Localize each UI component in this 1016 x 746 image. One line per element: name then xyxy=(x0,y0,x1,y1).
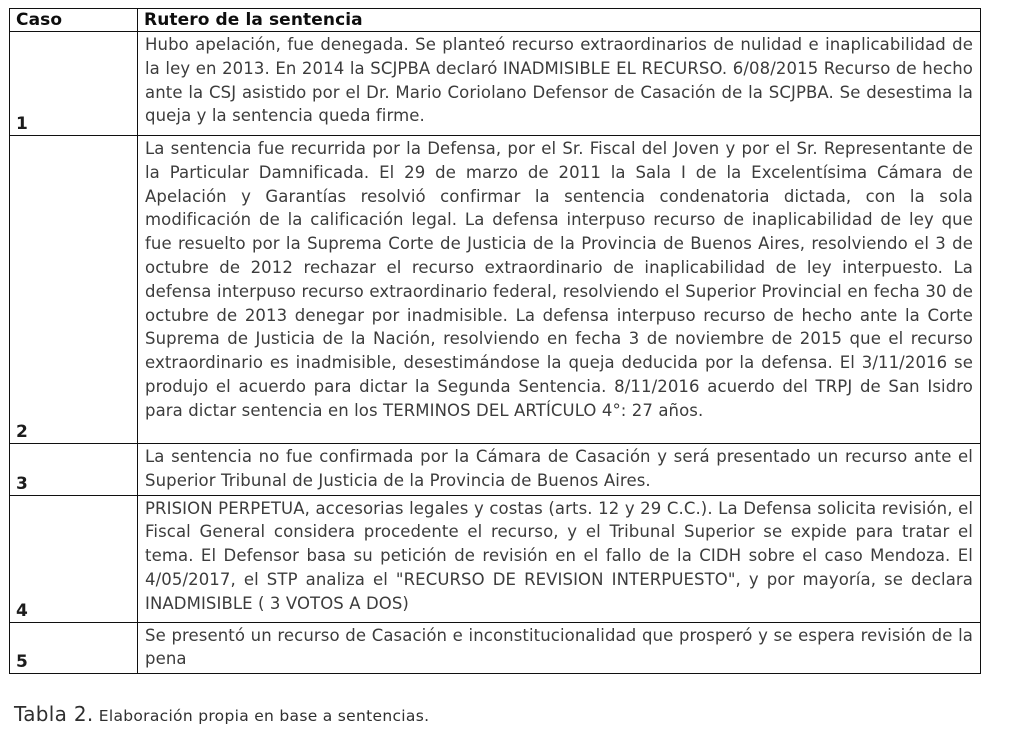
caso-number: 2 xyxy=(10,136,138,444)
caso-number: 4 xyxy=(10,495,138,622)
table-caption xyxy=(14,702,1016,726)
caption-label: Tabla 2. xyxy=(14,702,94,727)
sentencias-table xyxy=(9,8,981,674)
rutero-text: PRISION PERPETUA, accesorias legales y costas (arts. 12 y 29 C.C.). La Defensa solicita revisión, el Fiscal General considera procedente el recurso, y el Tribunal Superior se expide para tratar el tema. El Defensor basa su petición de revisión en el fallo de la CIDH sobre el caso Mendoza. El 4/05/2017, el STP analiza el "RECURSO DE REVISION INTERPUESTO", y por mayoría, se declara INADMISIBLE ( 3 VOTOS A DOS) xyxy=(138,495,981,622)
rutero-text: Hubo apelación, fue denegada. Se planteó recurso extraordinarios de nulidad e inaplicabilidad de la ley en 2013. En 2014 la SCJPBA declaró INADMISIBLE EL RECURSO. 6/08/2015 Recurso de hecho ante la CSJ asistido por el Dr. Mario Coriolano Defensor de Casación de la SCJPBA. Se desestima la queja y la sentencia queda firme. xyxy=(138,32,981,136)
table-row xyxy=(10,444,981,496)
rutero-text: Se presentó un recurso de Casación e inconstitucionalidad que prosperó y se espera revisión de la pena xyxy=(138,622,981,674)
caso-number: 5 xyxy=(10,622,138,674)
table-row xyxy=(10,136,981,444)
table-row xyxy=(10,495,981,622)
rutero-text: La sentencia no fue confirmada por la Cámara de Casación y será presentado un recurso ante el Superior Tribunal de Justicia de la Provincia de Buenos Aires. xyxy=(138,444,981,496)
caso-number: 3 xyxy=(10,444,138,496)
table-header-row xyxy=(10,9,981,32)
header-caso: Caso xyxy=(10,9,138,32)
caso-number: 1 xyxy=(10,32,138,136)
rutero-text: La sentencia fue recurrida por la Defensa, por el Sr. Fiscal del Joven y por el Sr. Representante de la Particular Damnificada. El 29 de marzo de 2011 la Sala I de la Excelentísima Cámara de Apelación y Garantías resolvió confirmar la sentencia condenatoria dictada, con la sola modificación de la calificación legal. La defensa interpuso recurso de inaplicabilidad de ley que fue resuelto por la Suprema Corte de Justicia de la Provincia de Buenos Aires, resolviendo el 3 de octubre de 2012 rechazar el recurso extraordinario de inaplicabilidad de ley interpuesto. La defensa interpuso recurso extraordinario federal, resolviendo el Superior Provincial en fecha 30 de octubre de 2013 denegar por inadmisible. La defensa interpuso recurso de hecho ante la Corte Suprema de Justicia de la Nación, resolviendo en fecha 3 de noviembre de 2015 que el recurso extraordinario es inadmisible, desestimándose la queja deducida por la defensa. El 3/11/2016 se produjo el acuerdo para dictar la Segunda Sentencia. 8/11/2016 acuerdo del TRPJ de San Isidro para dictar sentencia en los TERMINOS DEL ARTÍCULO 4°: 27 años. xyxy=(138,136,981,444)
table-row xyxy=(10,32,981,136)
table-row xyxy=(10,622,981,674)
header-rutero: Rutero de la sentencia xyxy=(138,9,981,32)
caption-text: Elaboración propia en base a sentencias. xyxy=(93,707,430,726)
